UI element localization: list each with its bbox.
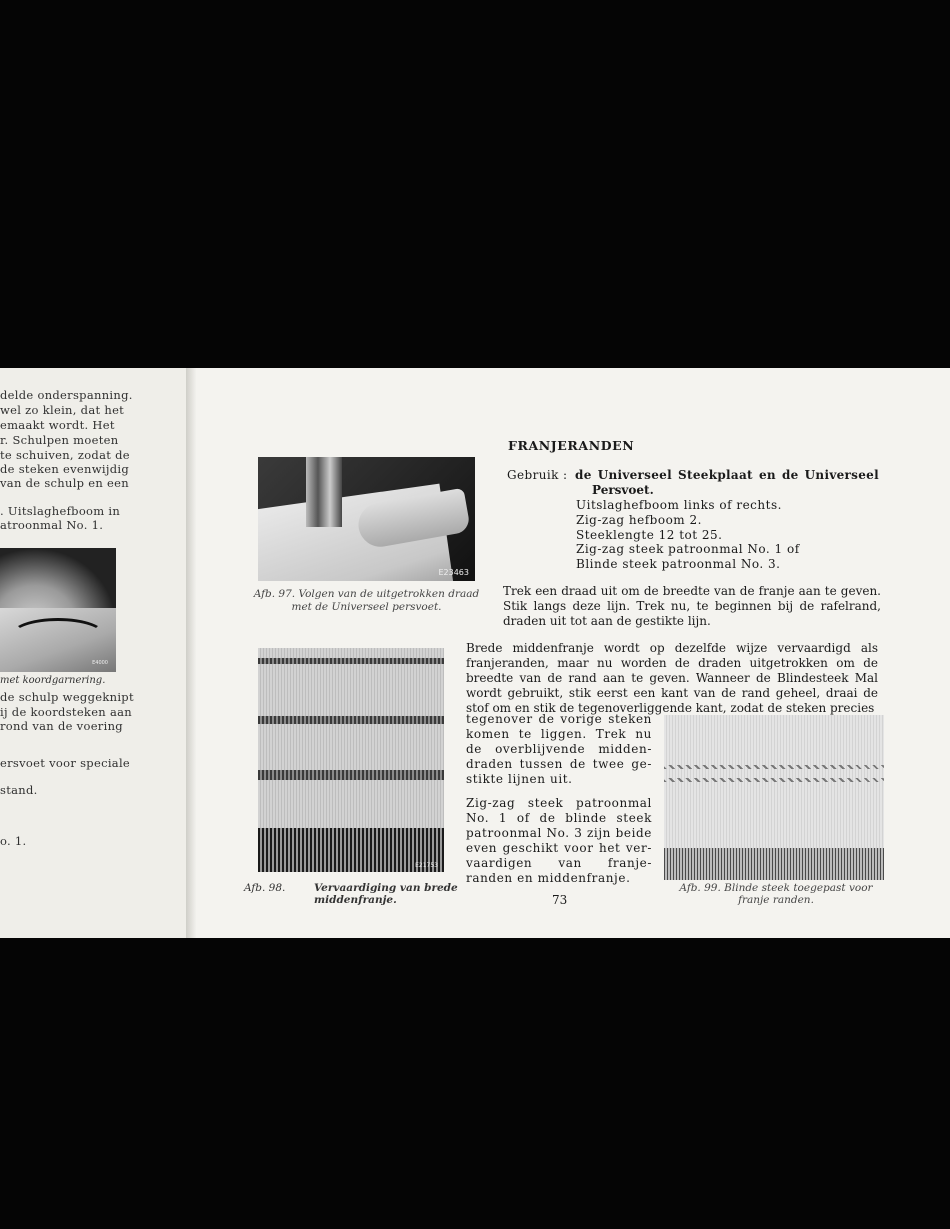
usage-label: Gebruik : — [507, 468, 568, 482]
right-page — [196, 368, 950, 938]
caption-line: met de Universeel persvoet. — [291, 601, 442, 613]
left-photo — [0, 548, 116, 672]
stitch-band — [258, 716, 444, 724]
usage-item: Zig-zag hefboom 2. — [576, 512, 702, 527]
left-text-line: r. Schulpen moeten — [0, 433, 119, 447]
left-text-line: wel zo klein, dat het — [0, 403, 125, 417]
usage-item: Blinde steek patroonmal No. 3. — [576, 557, 781, 572]
fringe-band — [664, 848, 884, 880]
left-text-line: ersvoet voor speciale — [0, 756, 131, 770]
left-text-line: atroonmal No. 1. — [0, 518, 104, 532]
usage-item: Zig-zag steek patroonmal No. 1 of — [576, 542, 800, 557]
figure-99-photo — [664, 715, 884, 880]
usage-word: de — [781, 468, 799, 482]
page-gutter — [186, 368, 196, 938]
figure-97-photo — [258, 457, 475, 581]
photo-code: E21753 — [415, 862, 438, 869]
usage-word: Universeel — [804, 468, 879, 482]
left-text-line: rond van de voering — [0, 719, 123, 733]
section-heading: FRANJERANDEN — [508, 438, 635, 453]
usage-first-line — [575, 468, 879, 483]
left-text-line: emaakt wordt. Het — [0, 418, 115, 432]
paragraph-2: Brede middenfranje wordt op dezelfde wijze vervaardigd als franjeranden, maar nu worden de draden uitgetrokken om de breedte van de rand aan te geven. Wanneer de Blindesteek Mal wordt gebruikt, stik eerst een kant van de rand geheel, draai de stof om en stik de tegenoverliggende kant, zodat de steken precies — [466, 641, 878, 715]
left-text-line: delde onderspanning. — [0, 388, 133, 402]
zigzag-stitch — [664, 765, 884, 769]
usage-first-cont: Persvoet. — [592, 483, 654, 497]
usage-word: en — [758, 468, 776, 482]
presser-foot-shape — [306, 457, 342, 527]
figure-98-photo — [258, 648, 444, 872]
zigzag-stitch — [664, 778, 884, 782]
left-photo-caption: met koordgarnering. — [0, 675, 106, 686]
figure-99-caption — [666, 882, 886, 906]
usage-word: de — [575, 468, 592, 482]
paragraph-4: Zig-zag steek patroonmal No. 1 of de blinde steek patroonmal No. 3 zijn beide even geschikt voor het ver-vaardigen van franje-randen en middenfranje. — [466, 796, 652, 885]
usage-item: Uitslaghefboom links of rechts. — [576, 498, 782, 512]
page-number: 73 — [552, 893, 568, 907]
left-text-line: o. 1. — [0, 834, 27, 848]
caption-line: Afb. 97. Volgen van de uitgetrokken draad — [253, 588, 480, 600]
cord-shape — [10, 618, 106, 654]
usage-word: Steekplaat — [678, 468, 753, 482]
left-text-line: stand. — [0, 783, 38, 797]
left-text-line: te schuiven, zodat de — [0, 448, 130, 462]
left-page — [0, 368, 186, 938]
stitch-band — [258, 770, 444, 780]
usage-word: Universeel — [597, 468, 672, 482]
usage-items — [576, 498, 800, 572]
paragraph-1: Trek een draad uit om de breedte van de franje aan te geven. Stik langs deze lijn. Trek nu, te beginnen bij de rafelrand, draden uit tot aan de gestikte lijn. — [503, 584, 881, 628]
left-text-line: ij de koordsteken aan — [0, 705, 132, 719]
scanned-spread — [0, 368, 950, 938]
caption-line: Afb. 99. Blinde steek toegepast voor — [679, 882, 873, 894]
caption-text: Vervaardiging van brede middenfranje. — [314, 882, 458, 906]
paragraph-3: tegenover de vorige steken komen te liggen. Trek nu de overblijvende midden-draden tussen de twee ge-stikte lijnen uit. — [466, 712, 652, 786]
photo-code: E4000 — [92, 660, 108, 666]
caption-line: franje randen. — [738, 894, 814, 906]
left-text-line: de steken evenwijdig — [0, 462, 129, 476]
usage-item: Steeklengte 12 tot 25. — [576, 527, 723, 542]
caption-number: Afb. 98. — [244, 882, 286, 894]
left-text-line: . Uitslaghefboom in — [0, 504, 121, 518]
photo-code: E23463 — [438, 568, 469, 577]
left-text-line: de schulp weggeknipt — [0, 690, 134, 704]
left-text-line: van de schulp en een — [0, 476, 129, 490]
stitch-band — [258, 658, 444, 664]
figure-97-caption — [244, 588, 489, 614]
